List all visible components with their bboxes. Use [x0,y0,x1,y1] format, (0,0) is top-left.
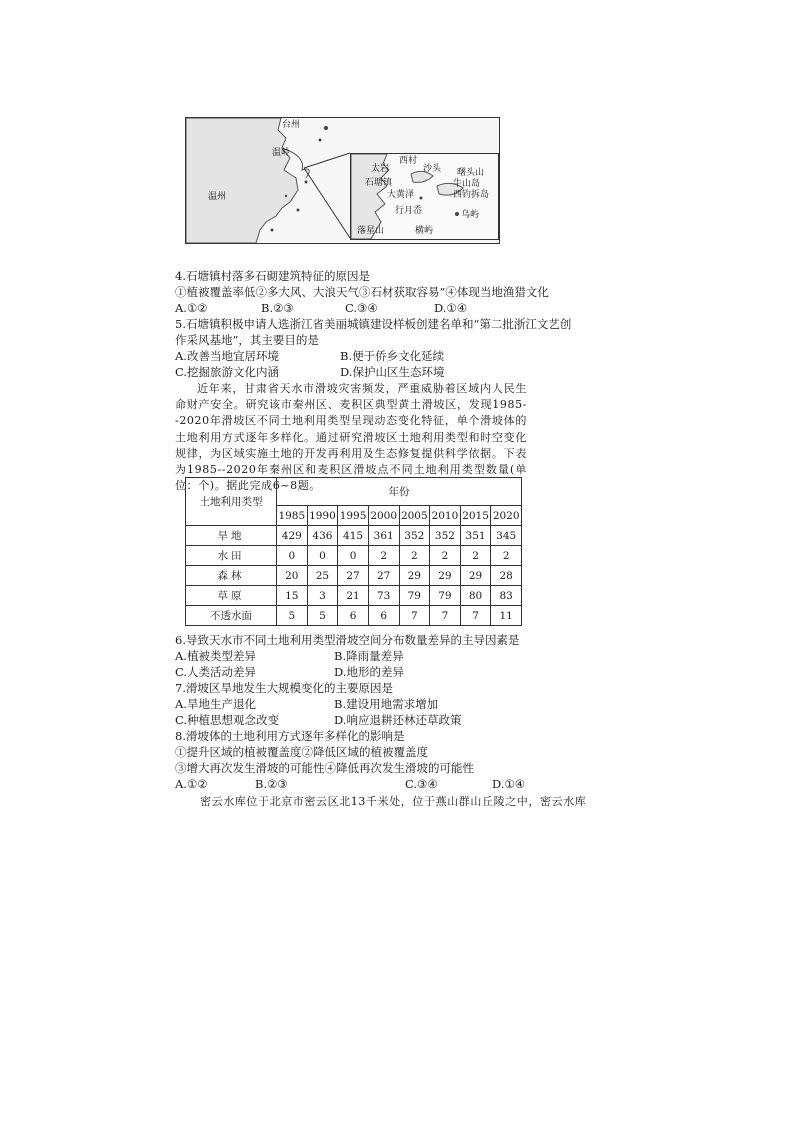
q5-option-a[interactable]: A.改善当地宜居环境 [175,349,279,363]
inset-label-shatou: 沙头 [423,164,442,174]
q5-option-b[interactable]: B.便于侨乡文化延续 [340,349,445,363]
table-row [186,606,522,626]
year-cell: 1985 [277,506,308,526]
table-cell: 2 [368,546,399,566]
row-label: 水田 [186,546,277,566]
table-cell: 5 [307,606,338,626]
q7-option-a[interactable]: A.旱地生产退化 [175,697,256,711]
inset-label-shutoushan: 曙头山 [457,168,485,178]
table-cell: 2 [430,546,461,566]
table-cell: 352 [430,526,461,546]
inset-map [350,153,499,240]
table-cell: 27 [338,566,369,586]
table-corner: 土地利用类型 [186,478,277,526]
q6-option-c[interactable]: C.人类活动差异 [175,665,257,679]
map-label-taizhou: 台州 [282,120,301,130]
table-cell: 21 [338,586,369,606]
table-row [186,586,522,606]
table-cell: 436 [307,526,338,546]
row-label: 旱地 [186,526,277,546]
table-cell: 0 [338,546,369,566]
table-cell: 28 [491,566,522,586]
table-cell: 79 [399,586,430,606]
inset-label-xidiaochai: 西钓拆岛 [453,190,490,200]
map-label-wenling: 温岭 [272,148,291,158]
year-cell: 1990 [307,506,338,526]
row-label: 不透水面 [186,606,277,626]
inset-label-taiyan: 太岩 [371,164,390,174]
q6-option-a[interactable]: A.植被类型差异 [175,649,256,663]
table-cell: 15 [277,586,308,606]
location-map [185,117,500,244]
table-cell: 7 [460,606,491,626]
q5-option-d[interactable]: D.保护山区生态环境 [340,365,445,379]
table-cell: 20 [277,566,308,586]
map-label-wenzhou: 温州 [208,192,227,202]
q7-option-d[interactable]: D.响应退耕还林还草政策 [334,713,462,727]
table-cell: 7 [399,606,430,626]
table-cell: 6 [338,606,369,626]
q4-option-c[interactable]: C.③④ [345,301,378,315]
table-cell: 29 [430,566,461,586]
table-cell: 80 [460,586,491,606]
table-cell: 25 [307,566,338,586]
inset-label-dahuangze: 大黄泽 [387,190,415,200]
table-cell: 11 [491,606,522,626]
inset-label-hengyu: 横屿 [415,226,434,236]
table-cell: 79 [430,586,461,606]
passage-text: 近年来，甘肃省天水市滑坡灾害频发，严重威胁着区域内人民生命财产安全。研究该市秦州区、麦积区典型黄土滑坡区，发现1985--2020年滑坡区不同土地利用类型呈现动态变化特征，单个滑坡体的土地利用方式逐年多样化。通过研究滑坡区土地利用类型和时空变化规律，为区域实施土地的开发再利用及生态修复提供科学依据。下表为1985--2020年秦州区和麦积区滑坡点不同土地利用类型数量(单位：个)。据此完成6~8题。 [175,382,527,493]
q8-option-b[interactable]: B.②③ [255,777,288,791]
table-cell: 345 [491,526,522,546]
table-cell: 361 [368,526,399,546]
table-cell: 27 [368,566,399,586]
q7-stem: 7.滑坡区旱地发生大规模变化的主要原因是 [175,681,393,695]
table-cell: 29 [399,566,430,586]
year-cell: 2000 [368,506,399,526]
table-cell: 0 [277,546,308,566]
table-cell: 7 [430,606,461,626]
table-cell: 352 [399,526,430,546]
table-row [186,526,522,546]
table-row [186,566,522,586]
q4-option-a[interactable]: A.①② [175,301,208,315]
year-cell: 2005 [399,506,430,526]
q7-option-c[interactable]: C.种植思想观念改变 [175,713,280,727]
q8-option-a[interactable]: A.①② [175,777,208,791]
year-cell: 2010 [430,506,461,526]
inset-label-shitang: 石塘镇 [365,178,393,188]
q4-items: ①植被覆盖率低②多大风、大浪天气③石材获取容易”④体现当地渔猎文化 [175,285,549,299]
q4-stem: 4.石塘镇村落多石砌建筑特征的原因是 [175,269,370,283]
year-cell: 2015 [460,506,491,526]
table-cell: 6 [368,606,399,626]
table-cell: 0 [307,546,338,566]
q5-option-c[interactable]: C.挖掘旅游文化内涵 [175,365,280,379]
row-label: 草原 [186,586,277,606]
inset-label-wuyu: 乌屿 [461,210,480,220]
table-cell: 73 [368,586,399,606]
q8-option-d[interactable]: D.①④ [492,777,526,791]
inset-label-niushandao: 牛山岛 [453,179,481,189]
q5-stem-line2: 作采风基地”，其主要目的是 [175,333,319,347]
table-cell: 5 [277,606,308,626]
land-use-table [185,477,522,626]
q8-option-c[interactable]: C.③④ [405,777,438,791]
inset-label-xicun: 西村 [399,156,418,166]
q8-stem: 8.滑坡体的土地利用方式逐年多样化的影响是 [175,729,405,743]
table-cell: 2 [460,546,491,566]
mainland-land [186,118,301,243]
inset-label-luoxingshan: 落星山 [357,226,385,236]
q8-items-2: ③增大再次发生滑坡的可能性④降低再次发生滑坡的可能性 [175,761,474,775]
q4-option-d[interactable]: D.①④ [434,301,468,315]
table-row [186,546,522,566]
table-cell: 351 [460,526,491,546]
q8-items-1: ①提升区域的植被覆盖度②降低区域的植被覆盖度 [175,745,428,759]
inset-label-xingyueao: 行月岙 [395,206,423,216]
q7-option-b[interactable]: B.建设用地需求增加 [334,697,439,711]
q6-stem: 6.导致天水市不同土地利用类型滑坡空间分布数量差异的主导因素是 [175,633,520,647]
table-year-header: 年份 [277,478,522,506]
next-passage-start: 密云水库位于北京市密云区北13千米处，位于燕山群山丘陵之中，密云水库 [200,795,587,808]
table-cell: 2 [399,546,430,566]
q4-option-b[interactable]: B.②③ [261,301,294,315]
q6-option-d[interactable]: D.地形的差异 [334,665,404,679]
table-cell: 2 [491,546,522,566]
year-cell: 1995 [338,506,369,526]
table-cell: 3 [307,586,338,606]
q6-option-b[interactable]: B.降雨量差异 [334,649,404,663]
table-cell: 429 [277,526,308,546]
table-cell: 29 [460,566,491,586]
table-cell: 83 [491,586,522,606]
table-cell: 415 [338,526,369,546]
year-cell: 2020 [491,506,522,526]
row-label: 森林 [186,566,277,586]
q5-stem-line1: 5.石塘镇积极申请人选浙江省美丽城镇建设样板创建名单和“第二批浙江文艺创 [175,317,572,331]
